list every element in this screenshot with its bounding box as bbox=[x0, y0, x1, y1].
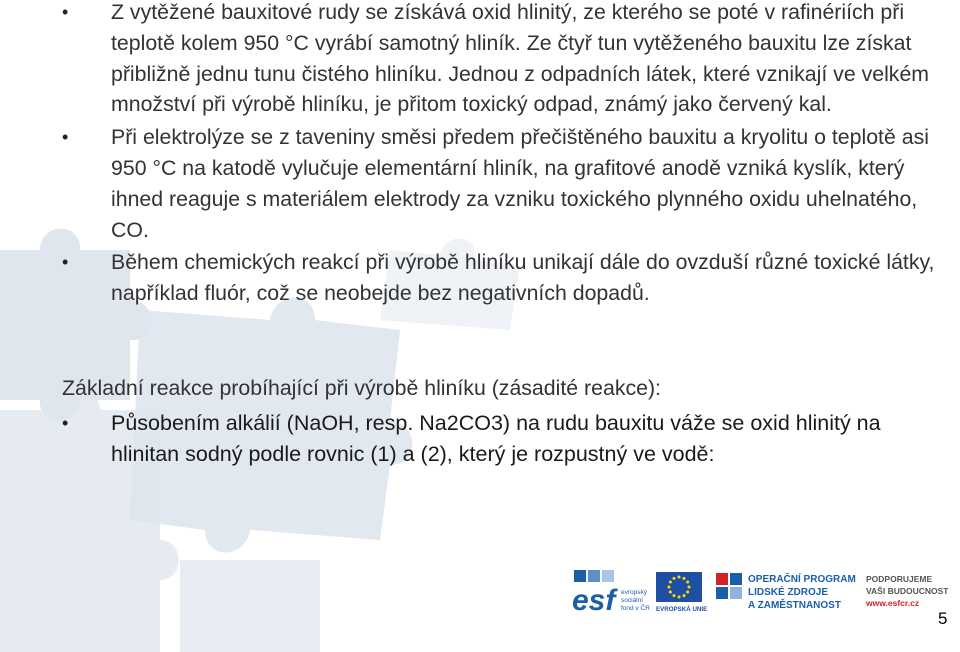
esf-square-icon bbox=[602, 570, 614, 582]
bullet-item bbox=[62, 247, 942, 309]
eu-logo bbox=[656, 572, 707, 613]
eu-star-icon bbox=[683, 594, 686, 597]
bullet-text: Při elektrolýze se z taveniny směsi předem přečištěného bauxitu a kryolitu o teplotě asi 950 °C na katodě vylučuje elementární hliník, na grafitové anodě vzniká kyslík, který ihned reaguje s materiálem elektrody za vzniku toxického plynného oxidu uhelnatého, CO. bbox=[111, 125, 929, 242]
bullet-marker: • bbox=[62, 413, 69, 433]
eu-star-icon bbox=[686, 581, 689, 584]
op-line: A ZAMĚSTNANOST bbox=[748, 600, 841, 611]
esf-square-icon bbox=[588, 570, 600, 582]
eu-label: EVROPSKÁ UNIE bbox=[656, 606, 708, 613]
op-line: OPERAČNÍ PROGRAM bbox=[748, 574, 856, 585]
bullet-list-top bbox=[62, 0, 942, 309]
section-heading: Základní reakce probíhající při výrobě hliníku (zásadité reakce): bbox=[62, 376, 661, 400]
op-square-icon bbox=[730, 573, 742, 585]
eu-star-icon bbox=[673, 577, 676, 580]
eu-star-icon bbox=[673, 594, 676, 597]
eu-star-icon bbox=[668, 586, 671, 589]
esf-subtitle: fond v ČR bbox=[621, 605, 650, 612]
op-square-icon bbox=[716, 587, 728, 599]
bullet-list-bottom bbox=[62, 408, 942, 470]
op-square-icon bbox=[730, 587, 742, 599]
bullet-marker: • bbox=[62, 127, 69, 148]
op-square-icon bbox=[716, 573, 728, 585]
page-number: 5 bbox=[938, 609, 948, 628]
bullet-text: Působením alkálií (NaOH, resp. Na2CO3) na rudu bauxitu váže se oxid hlinitý na hlinitan sodný podle rovnic (1) a (2), který je rozpustný ve vodě: bbox=[111, 411, 881, 466]
eu-star-icon bbox=[669, 581, 672, 584]
bullet-marker: • bbox=[62, 252, 69, 273]
op-lzz-logo bbox=[716, 572, 856, 611]
esf-subtitle: evropský bbox=[621, 589, 648, 596]
esf-logo-text: esf bbox=[572, 584, 616, 614]
eu-star-icon bbox=[678, 596, 681, 599]
support-line: VAŠI BUDOUCNOST bbox=[866, 586, 949, 596]
eu-star-icon bbox=[683, 577, 686, 580]
bullet-marker: • bbox=[62, 2, 69, 22]
funding-logos-strip bbox=[572, 570, 960, 614]
bullet-item bbox=[62, 122, 942, 245]
esf-subtitle: sociální bbox=[621, 597, 644, 604]
esf-logo bbox=[572, 570, 650, 614]
bullet-item bbox=[62, 0, 942, 120]
op-line: LIDSKÉ ZDROJE bbox=[748, 587, 829, 598]
esf-square-icon bbox=[574, 570, 586, 582]
bullet-text: Z vytěžené bauxitové rudy se získává oxid hlinitý, ze kterého se poté v rafinériích při teplotě kolem 950 °C vyrábí samotný hliník. Ze čtyř tun vytěženého bauxitu lze získat přibližně jednu tunu čistého hliníku. Jednou z odpadních látek, které vznikají ve velkém množství při výrobě hliníku, je přitom toxický odpad, známý jako červený kal. bbox=[111, 0, 930, 117]
eu-star-icon bbox=[686, 591, 689, 594]
support-slogan bbox=[865, 574, 949, 608]
eu-star-icon bbox=[678, 576, 681, 579]
support-url: www.esfcr.cz bbox=[866, 598, 920, 608]
support-line: PODPORUJEME bbox=[866, 574, 933, 584]
eu-star-icon bbox=[688, 586, 691, 589]
bullet-text: Během chemických reakcí při výrobě hliníku unikají dále do ovzduší různé toxické látky, například fluór, což se neobejde bez negativních dopadů. bbox=[111, 250, 935, 306]
eu-star-icon bbox=[669, 591, 672, 594]
bullet-item bbox=[62, 408, 942, 470]
